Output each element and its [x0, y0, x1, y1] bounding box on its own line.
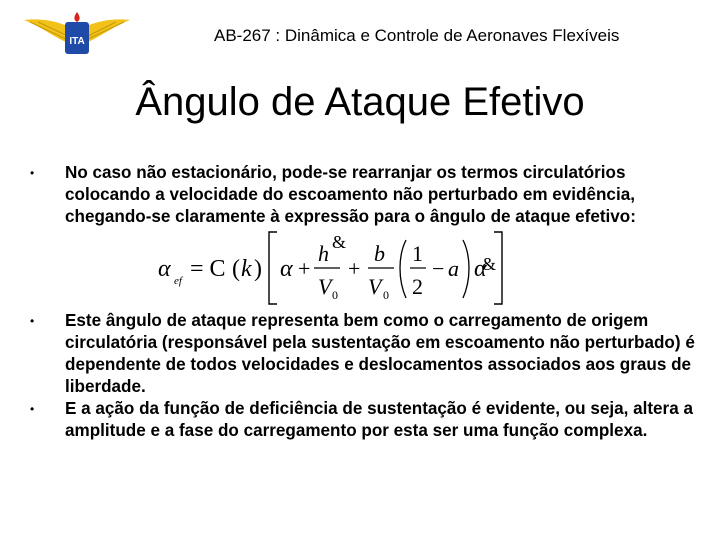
effective-aoa-equation: [150, 228, 510, 308]
eq-plus-2: +: [348, 256, 361, 281]
eq-alpha-2: α: [280, 256, 293, 282]
bullet-marker: •: [30, 314, 35, 328]
eq-h: h: [318, 241, 329, 266]
eq-dot-marker-1: &: [332, 232, 347, 252]
eq-bracket-left: [269, 232, 277, 304]
eq-paren-close: ): [254, 256, 262, 282]
eq-v0-2-sub: 0: [383, 288, 389, 302]
eq-alpha-3: α: [474, 256, 487, 282]
slide-title: Ângulo de Ataque Efetivo: [135, 80, 585, 124]
logo-torch: [74, 12, 79, 22]
bullet-text-2: Este ângulo de ataque representa bem como o carregamento de origem circulatória (responsável pela sustentação em escoamento não perturbado) é dependente de todos velocidades e deslocamentos associados aos graus de liberdade.: [65, 311, 695, 396]
bullet-item-2: [30, 310, 702, 398]
eq-paren-open: (: [232, 256, 240, 282]
eq-b: b: [374, 241, 385, 266]
eq-a: a: [448, 256, 459, 281]
eq-subscript-ef: ef: [174, 275, 182, 287]
ita-logo: [22, 10, 132, 62]
eq-equals-c: = C: [190, 256, 226, 282]
bullet-text-3: E a ação da função de deficiência de sustentação é evidente, ou seja, altera a amplitude e a fase do carregamento por esta ser uma função complexa.: [65, 399, 693, 440]
eq-paren-big-close: [463, 240, 469, 298]
bullet-marker: •: [30, 166, 35, 180]
eq-v0-1-sub: 0: [332, 288, 338, 302]
eq-plus-1: +: [298, 256, 311, 281]
course-title: AB-267 : Dinâmica e Controle de Aeronaves Flexíveis: [214, 26, 620, 45]
logo-text: ITA: [69, 36, 85, 47]
eq-two: 2: [412, 274, 423, 299]
bullet-marker: •: [30, 402, 35, 416]
eq-minus: −: [432, 256, 445, 281]
eq-alpha: α: [158, 256, 171, 282]
bullet-text-1: No caso não estacionário, pode-se rearranjar os termos circulatórios colocando a velocidade do escoamento não perturbado em evidência, chegando-se claramente à expressão para o ângulo de ataque efetivo:: [65, 163, 636, 226]
eq-one: 1: [412, 241, 423, 266]
eq-k: k: [241, 256, 252, 282]
eq-v0-1: V: [318, 274, 332, 299]
bullet-item-3: [30, 398, 702, 442]
bullet-item-1: [30, 162, 702, 228]
eq-paren-big-open: [400, 240, 406, 298]
eq-v0-2: V: [368, 274, 382, 299]
eq-dot-marker-2: &: [482, 254, 497, 274]
